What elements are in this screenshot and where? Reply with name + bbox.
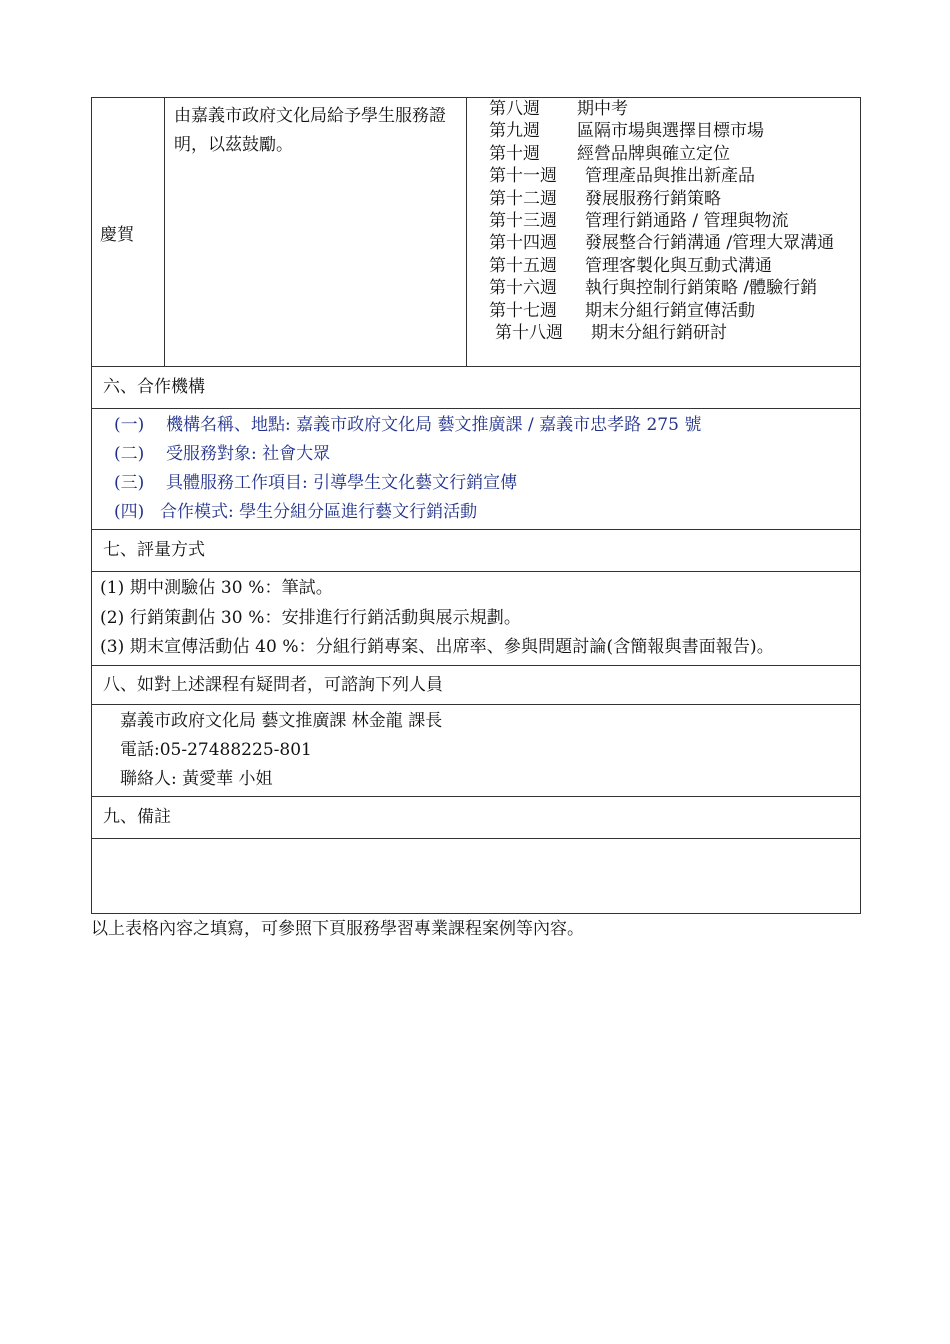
week-topic: 區隔市場與選擇目標市場 <box>577 121 764 142</box>
item-text: 受服務對象: 社會大眾 <box>166 444 331 464</box>
week-topic: 執行與控制行銷策略 /體驗行銷 <box>585 278 818 299</box>
week-topic: 管理行銷通路 / 管理與物流 <box>585 211 789 232</box>
week-topic: 期中考 <box>577 99 628 119</box>
week-topic: 經營品牌與確立定位 <box>577 143 730 164</box>
section-7-title: 七、評量方式 <box>92 530 861 572</box>
week-number: 第十五週 <box>489 255 557 276</box>
footer-note: 以上表格內容之填寫，可參照下頁服務學習專業課程案例等內容。 <box>91 918 584 939</box>
contact-line: 嘉義市政府文化局 藝文推廣課 林金龍 課長 <box>120 710 443 731</box>
section-8-title: 八、如對上述課程有疑問者，可諮詢下列人員 <box>92 665 861 704</box>
week-number: 第十週 <box>489 143 540 164</box>
section-6-title: 六、合作機構 <box>92 367 861 409</box>
cooperation-details <box>92 409 861 530</box>
week-number: 第十七週 <box>489 300 557 321</box>
list-item <box>114 440 860 469</box>
document-page <box>91 97 861 942</box>
week-row <box>489 165 854 187</box>
week-row <box>489 98 854 120</box>
week-row <box>489 300 854 322</box>
week-row <box>489 188 854 210</box>
section-9-title: 九、備註 <box>92 796 861 838</box>
week-row <box>489 232 854 254</box>
week-number: 第十二週 <box>489 188 557 209</box>
item-number: (四) <box>114 502 145 522</box>
week-topic: 發展整合行銷溝通 /管理大眾溝通 <box>585 233 835 254</box>
week-row <box>489 210 854 232</box>
remarks-body <box>92 838 861 913</box>
week-number: 第十八週 <box>495 323 563 344</box>
week-topic: 管理客製化與互動式溝通 <box>585 255 772 276</box>
week-row <box>489 143 854 165</box>
evaluation-line: (3) 期末宣傳活動佔 40 %：分組行銷專案、出席率、參與問題討論(含簡報與書面報告)。 <box>100 637 774 658</box>
week-number: 第八週 <box>489 99 540 119</box>
list-item <box>114 411 860 440</box>
contact-person: 聯絡人: 黃愛華 小姐 <box>120 768 273 789</box>
contact-phone: 電話:05-27488225-801 <box>120 739 312 760</box>
week-row <box>489 120 854 142</box>
list-item <box>114 498 860 527</box>
celebration-row <box>92 98 861 367</box>
contact-details <box>92 704 861 796</box>
week-topic: 期末分組行銷宣傳活動 <box>585 300 755 321</box>
week-topic: 發展服務行銷策略 <box>585 188 721 209</box>
item-number: (二) <box>114 444 145 464</box>
week-row <box>489 322 854 344</box>
celebration-description: 由嘉義市政府文化局給予學生服務證明，以茲鼓勵。 <box>165 98 467 367</box>
celebration-label: 慶賀 <box>92 98 165 367</box>
item-text: 機構名稱、地點: 嘉義市政府文化局 藝文推廣課 / 嘉義市忠孝路 275 號 <box>166 415 702 435</box>
evaluation-line: (1) 期中測驗佔 30 %：筆試。 <box>100 578 333 598</box>
evaluation-methods <box>92 572 861 666</box>
item-text: 合作模式: 學生分組分區進行藝文行銷活動 <box>160 502 478 522</box>
weekly-schedule <box>467 98 861 367</box>
list-item <box>114 469 860 498</box>
week-number: 第十六週 <box>489 278 557 299</box>
week-row <box>489 277 854 299</box>
week-row <box>489 255 854 277</box>
week-number: 第十四週 <box>489 233 557 254</box>
item-number: (一) <box>114 415 145 435</box>
course-form-table <box>91 97 861 914</box>
item-number: (三) <box>114 473 145 493</box>
evaluation-line: (2) 行銷策劃佔 30 %：安排進行行銷活動與展示規劃。 <box>100 607 521 628</box>
week-number: 第九週 <box>489 121 540 142</box>
item-text: 具體服務工作項目: 引導學生文化藝文行銷宣傳 <box>166 473 518 493</box>
week-number: 第十三週 <box>489 211 557 232</box>
week-number: 第十一週 <box>489 166 557 187</box>
week-topic: 管理產品與推出新產品 <box>585 166 755 187</box>
week-topic: 期末分組行銷研討 <box>591 323 727 344</box>
